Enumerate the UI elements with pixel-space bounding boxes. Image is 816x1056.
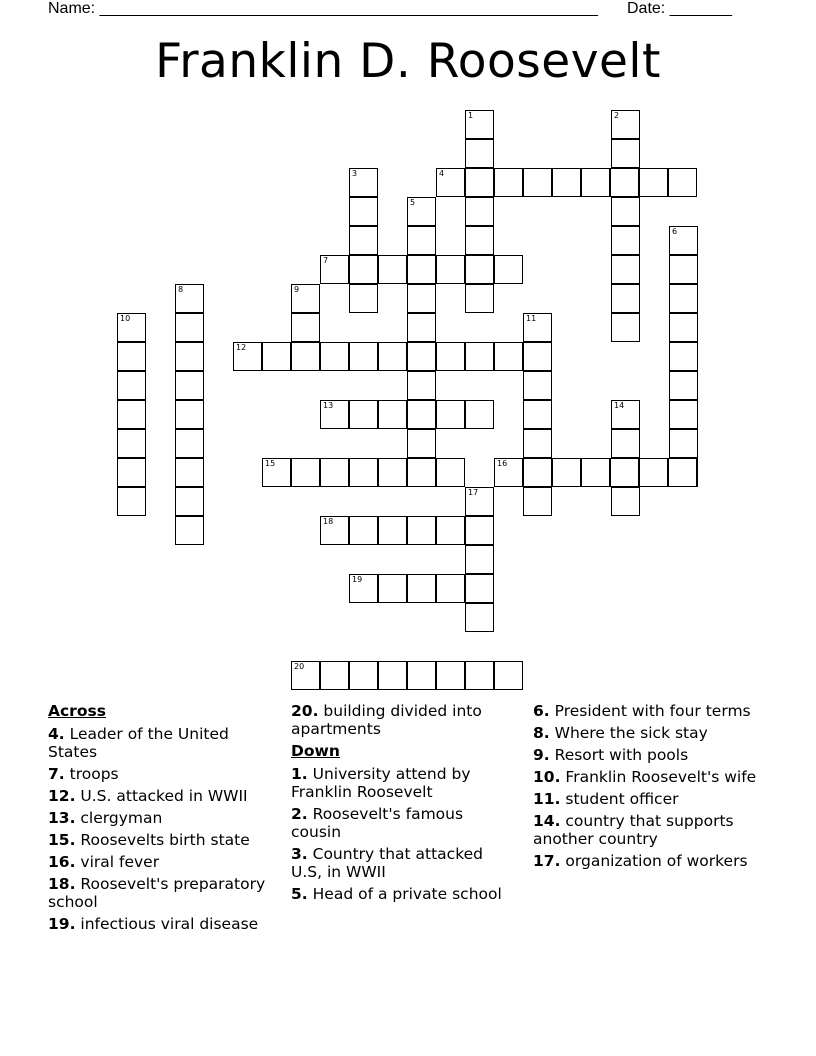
clue-number: 2 [614, 111, 620, 120]
grid-cell[interactable] [581, 458, 610, 487]
clue-number: 16 [497, 459, 508, 468]
clues-column-3 [533, 702, 768, 874]
grid-cell[interactable] [465, 487, 494, 516]
grid-cell[interactable] [436, 574, 465, 603]
grid-cell[interactable] [291, 342, 320, 371]
grid-cell[interactable] [117, 487, 146, 516]
grid-cell[interactable] [436, 516, 465, 545]
grid-cell[interactable] [407, 371, 436, 400]
grid-cell[interactable] [639, 458, 668, 487]
across-clue: 20. building divided into apartments [291, 702, 482, 738]
grid-cell[interactable] [349, 458, 378, 487]
grid-cell[interactable] [465, 255, 494, 284]
down-clue: 10. Franklin Roosevelt's wife [533, 768, 757, 786]
grid-cell[interactable] [611, 110, 640, 139]
grid-cell[interactable] [669, 371, 698, 400]
grid-cell[interactable] [175, 400, 204, 429]
clue-number: 6 [672, 227, 678, 236]
grid-cell[interactable] [639, 168, 668, 197]
grid-cell[interactable] [407, 400, 436, 429]
grid-cell[interactable] [611, 139, 640, 168]
grid-cell[interactable] [349, 574, 378, 603]
down-clue: 6. President with four terms [533, 702, 751, 720]
down-clue: 17. organization of workers [533, 852, 748, 870]
grid-cell[interactable] [436, 400, 465, 429]
across-heading: Across [48, 702, 106, 720]
down-clue: 11. student officer [533, 790, 679, 808]
across-clue: 15. Roosevelts birth state [48, 831, 250, 849]
grid-cell[interactable] [407, 255, 436, 284]
grid-cell[interactable] [669, 284, 698, 313]
grid-cell[interactable] [523, 487, 552, 516]
grid-cell[interactable] [465, 574, 494, 603]
down-clue: 3. Country that attacked U.S, in WWII [291, 845, 484, 881]
grid-cell[interactable] [175, 516, 204, 545]
clue-number: 4 [439, 169, 445, 178]
grid-cell[interactable] [581, 168, 610, 197]
clue-number: 5 [410, 198, 416, 207]
grid-cell[interactable] [407, 342, 436, 371]
grid-cell[interactable] [262, 342, 291, 371]
grid-cell[interactable] [378, 400, 407, 429]
grid-cell[interactable] [669, 226, 698, 255]
down-clue: 2. Roosevelt's famous cousin [291, 805, 464, 841]
grid-cell[interactable] [669, 313, 698, 342]
grid-cell[interactable] [407, 226, 436, 255]
grid-cell[interactable] [552, 168, 581, 197]
grid-cell[interactable] [465, 168, 494, 197]
across-clue: 7. troops [48, 765, 119, 783]
grid-cell[interactable] [378, 342, 407, 371]
grid-cell[interactable] [611, 197, 640, 226]
grid-cell[interactable] [320, 342, 349, 371]
clue-number: 1 [468, 111, 474, 120]
grid-cell[interactable] [233, 342, 262, 371]
grid-cell[interactable] [465, 110, 494, 139]
grid-cell[interactable] [117, 371, 146, 400]
grid-cell[interactable] [611, 400, 640, 429]
grid-cell[interactable] [349, 255, 378, 284]
grid-cell[interactable] [175, 342, 204, 371]
grid-cell[interactable] [669, 255, 698, 284]
clue-number: 13 [323, 401, 334, 410]
grid-cell[interactable] [407, 661, 436, 690]
grid-cell[interactable] [465, 545, 494, 574]
grid-cell[interactable] [436, 661, 465, 690]
clue-number: 14 [614, 401, 625, 410]
grid-cell[interactable] [320, 255, 349, 284]
grid-cell[interactable] [523, 429, 552, 458]
grid-cell[interactable] [436, 255, 465, 284]
clue-number: 10 [120, 314, 131, 323]
grid-cell[interactable] [523, 371, 552, 400]
grid-cell[interactable] [349, 168, 378, 197]
grid-cell[interactable] [465, 516, 494, 545]
grid-cell[interactable] [117, 400, 146, 429]
grid-cell[interactable] [320, 400, 349, 429]
grid-cell[interactable] [494, 168, 523, 197]
grid-cell[interactable] [175, 429, 204, 458]
grid-cell[interactable] [465, 139, 494, 168]
grid-cell[interactable] [407, 429, 436, 458]
grid-cell[interactable] [117, 429, 146, 458]
grid-cell[interactable] [494, 255, 523, 284]
grid-cell[interactable] [291, 284, 320, 313]
grid-cell[interactable] [378, 661, 407, 690]
clue-number: 3 [352, 169, 358, 178]
clue-number: 7 [323, 256, 329, 265]
grid-cell[interactable] [494, 661, 523, 690]
grid-cell[interactable] [175, 313, 204, 342]
clue-number: 20 [294, 662, 305, 671]
grid-cell[interactable] [668, 458, 697, 487]
grid-cell[interactable] [610, 168, 639, 197]
across-clue: 12. U.S. attacked in WWII [48, 787, 248, 805]
page-title: Franklin D. Roosevelt [155, 34, 661, 89]
down-clue: 1. University attend by Franklin Roosevelt [291, 765, 471, 801]
grid-cell[interactable] [117, 313, 146, 342]
grid-cell[interactable] [523, 313, 552, 342]
grid-cell[interactable] [175, 487, 204, 516]
grid-cell[interactable] [175, 284, 204, 313]
grid-cell[interactable] [436, 168, 465, 197]
grid-cell[interactable] [465, 342, 494, 371]
grid-cell[interactable] [407, 574, 436, 603]
grid-cell[interactable] [378, 458, 407, 487]
grid-cell[interactable] [465, 661, 494, 690]
across-clue: 16. viral fever [48, 853, 160, 871]
grid-cell[interactable] [669, 342, 698, 371]
grid-cell[interactable] [669, 400, 698, 429]
down-clue: 8. Where the sick stay [533, 724, 708, 742]
grid-cell[interactable] [320, 516, 349, 545]
clue-number: 8 [178, 285, 184, 294]
grid-cell[interactable] [494, 458, 523, 487]
across-clue: 18. Roosevelt's preparatory school [48, 875, 266, 911]
grid-cell[interactable] [465, 226, 494, 255]
clues-column-1 [48, 702, 278, 937]
grid-cell[interactable] [465, 400, 494, 429]
grid-cell[interactable] [611, 284, 640, 313]
across-clue: 13. clergyman [48, 809, 163, 827]
grid-cell[interactable] [494, 342, 523, 371]
grid-cell[interactable] [465, 284, 494, 313]
grid-cell[interactable] [378, 255, 407, 284]
grid-cell[interactable] [610, 458, 639, 487]
grid-cell[interactable] [611, 429, 640, 458]
grid-cell[interactable] [465, 603, 494, 632]
grid-cell[interactable] [349, 197, 378, 226]
grid-cell[interactable] [320, 661, 349, 690]
clue-number: 15 [265, 459, 276, 468]
date-field-label: Date: _______ [627, 0, 732, 17]
grid-cell[interactable] [465, 197, 494, 226]
across-clue: 4. Leader of the United States [48, 725, 229, 761]
grid-cell[interactable] [436, 342, 465, 371]
grid-cell[interactable] [291, 313, 320, 342]
across-clue: 19. infectious viral disease [48, 915, 259, 933]
grid-cell[interactable] [378, 516, 407, 545]
grid-cell[interactable] [349, 226, 378, 255]
grid-cell[interactable] [611, 255, 640, 284]
down-clue: 5. Head of a private school [291, 885, 502, 903]
grid-cell[interactable] [436, 458, 465, 487]
grid-cell[interactable] [407, 516, 436, 545]
grid-cell[interactable] [669, 429, 698, 458]
grid-cell[interactable] [378, 574, 407, 603]
grid-cell[interactable] [349, 661, 378, 690]
clue-number: 19 [352, 575, 363, 584]
clue-number: 11 [526, 314, 537, 323]
grid-cell[interactable] [611, 226, 640, 255]
grid-cell[interactable] [320, 458, 349, 487]
clue-number: 9 [294, 285, 300, 294]
grid-cell[interactable] [175, 371, 204, 400]
down-clue: 14. country that supports another country [533, 812, 734, 848]
grid-cell[interactable] [117, 342, 146, 371]
grid-cell[interactable] [523, 168, 552, 197]
grid-cell[interactable] [407, 458, 436, 487]
grid-cell[interactable] [407, 284, 436, 313]
grid-cell[interactable] [523, 342, 552, 371]
grid-cell[interactable] [175, 458, 204, 487]
grid-cell[interactable] [349, 342, 378, 371]
grid-cell[interactable] [523, 400, 552, 429]
grid-cell[interactable] [407, 197, 436, 226]
name-field-label: Name: ________________________________________________________ [48, 0, 598, 17]
clue-number: 17 [468, 488, 479, 497]
grid-cell[interactable] [611, 313, 640, 342]
grid-cell[interactable] [552, 458, 581, 487]
grid-cell[interactable] [349, 400, 378, 429]
grid-cell[interactable] [291, 458, 320, 487]
grid-cell[interactable] [349, 284, 378, 313]
grid-cell[interactable] [291, 661, 320, 690]
down-clue: 9. Resort with pools [533, 746, 689, 764]
grid-cell[interactable] [349, 516, 378, 545]
grid-cell[interactable] [611, 487, 640, 516]
grid-cell[interactable] [117, 458, 146, 487]
clue-number: 12 [236, 343, 247, 352]
grid-cell[interactable] [262, 458, 291, 487]
clues-column-2 [291, 702, 516, 907]
grid-cell[interactable] [668, 168, 697, 197]
grid-cell[interactable] [523, 458, 552, 487]
down-heading: Down [291, 742, 340, 760]
clue-number: 18 [323, 517, 334, 526]
grid-cell[interactable] [407, 313, 436, 342]
